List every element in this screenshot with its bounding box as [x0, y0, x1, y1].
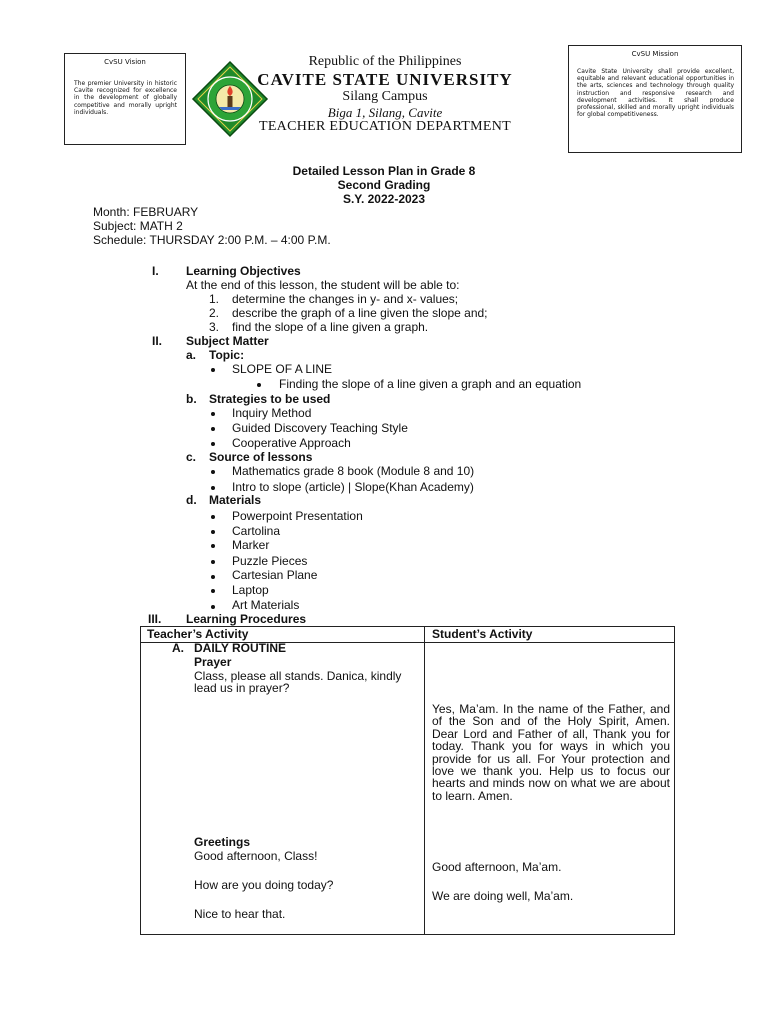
strategy-item: Guided Discovery Teaching Style [232, 421, 408, 435]
mission-title: CvSU Mission [631, 50, 679, 58]
vision-text: The premier University in historic Cavite recognized for excellence in the development of globally competitive and morally upright individuals. [74, 80, 177, 116]
materials-letter: d. [186, 493, 197, 507]
greeting-teacher-text: Nice to hear that. [194, 907, 286, 921]
material-item: Cartesian Plane [232, 568, 318, 582]
material-item: Marker [232, 538, 270, 552]
subject-matter-numeral: II. [152, 334, 163, 348]
bullet-icon [211, 530, 215, 534]
materials-heading: Materials [209, 493, 262, 507]
objective-item: find the slope of a line given a graph. [232, 320, 429, 334]
material-item: Puzzle Pieces [232, 554, 308, 568]
vision-title: CvSU Vision [104, 58, 146, 66]
source-item: Intro to slope (article) | Slope(Khan Academy) [232, 480, 474, 494]
objective-number: 2. [209, 306, 220, 320]
procedures-heading: Learning Procedures [186, 612, 307, 626]
bullet-icon [211, 575, 215, 579]
strategy-item: Cooperative Approach [232, 436, 351, 450]
plan-school-year: S.Y. 2022-2023 [342, 192, 426, 206]
vision-box [64, 53, 186, 145]
table-column-divider [424, 627, 425, 934]
bullet-icon [211, 427, 215, 431]
teacher-activity-header: Teacher’s Activity [147, 627, 249, 641]
section-letter: A. [172, 641, 184, 655]
info-schedule: Schedule: THURSDAY 2:00 P.M. – 4:00 P.M. [93, 233, 331, 247]
topic-heading: Topic: [209, 348, 245, 362]
subject-matter-heading: Subject Matter [186, 334, 269, 348]
bullet-icon [257, 383, 261, 387]
strategies-letter: b. [186, 392, 197, 406]
greeting-teacher-text: Good afternoon, Class! [194, 849, 318, 863]
prayer-teacher-text: Class, please all stands. Danica, kindly lead us in prayer? [194, 669, 402, 696]
greeting-teacher-text: How are you doing today? [194, 878, 334, 892]
bullet-icon [211, 560, 215, 564]
bullet-icon [211, 412, 215, 416]
material-item: Cartolina [232, 524, 281, 538]
sources-heading: Source of lessons [209, 450, 313, 464]
header-university: CAVITE STATE UNIVERSITY [257, 70, 513, 89]
material-item: Powerpoint Presentation [232, 509, 363, 523]
section-title: DAILY ROUTINE [194, 641, 287, 655]
material-item: Art Materials [232, 598, 300, 612]
greeting-student-text: We are doing well, Ma’am. [432, 889, 574, 903]
mission-text: Cavite State University shall provide excellent, equitable and relevant educational opportunities in the arts, sciences and technology through quality instruction and responsive research and development activities. It shall produce professional, skilled and morally upright individuals for global competitiveness. [577, 68, 734, 119]
mission-box [568, 45, 742, 153]
objective-number: 1. [209, 292, 220, 306]
header-address: Biga 1, Silang, Cavite [327, 105, 443, 120]
objective-number: 3. [209, 320, 220, 334]
strategy-item: Inquiry Method [232, 406, 312, 420]
procedures-numeral: III. [148, 612, 162, 626]
bullet-icon [211, 368, 215, 372]
bullet-icon [211, 589, 215, 593]
info-month: Month: FEBRUARY [93, 205, 199, 219]
objectives-numeral: I. [152, 264, 159, 278]
sources-letter: c. [186, 450, 197, 464]
header-department: TEACHER EDUCATION DEPARTMENT [258, 119, 512, 134]
bullet-icon [211, 470, 215, 474]
objective-item: describe the graph of a line given the slope and; [232, 306, 488, 320]
bullet-icon [211, 515, 215, 519]
bullet-icon [211, 442, 215, 446]
topic-letter: a. [186, 348, 197, 362]
header-republic: Republic of the Philippines [308, 54, 462, 69]
strategies-heading: Strategies to be used [209, 392, 331, 406]
topic-item: SLOPE OF A LINE [232, 362, 333, 376]
topic-subitem: Finding the slope of a line given a graph and an equation [279, 377, 582, 391]
bullet-icon [211, 486, 215, 490]
bullet-icon [211, 605, 215, 609]
plan-title: Detailed Lesson Plan in Grade 8 [292, 164, 476, 178]
source-item: Mathematics grade 8 book (Module 8 and 10) [232, 464, 475, 478]
greeting-student-text: Good afternoon, Ma’am. [432, 860, 562, 874]
objective-item: determine the changes in y- and x- values; [232, 292, 459, 306]
material-item: Laptop [232, 583, 269, 597]
header-campus: Silang Campus [342, 89, 428, 104]
plan-grading: Second Grading [337, 178, 431, 192]
procedures-table [140, 626, 675, 935]
objectives-heading: Learning Objectives [186, 264, 301, 278]
prayer-heading: Prayer [194, 655, 232, 669]
bullet-icon [211, 544, 215, 548]
greetings-heading: Greetings [194, 835, 251, 849]
student-activity-header: Student’s Activity [432, 627, 533, 641]
prayer-student-text: Yes, Ma’am. In the name of the Father, and of the Son and of the Holy Spirit, Amen. Dear Lord and Father of all, Thank you for today. Thank you for ways in which you provide for us all. For Your protection and love we thank you. Help us to focus our hearts and minds now on what we are about to learn. Amen. [432, 702, 670, 803]
objectives-intro: At the end of this lesson, the student will be able to: [186, 278, 460, 292]
info-subject: Subject: MATH 2 [93, 219, 183, 233]
